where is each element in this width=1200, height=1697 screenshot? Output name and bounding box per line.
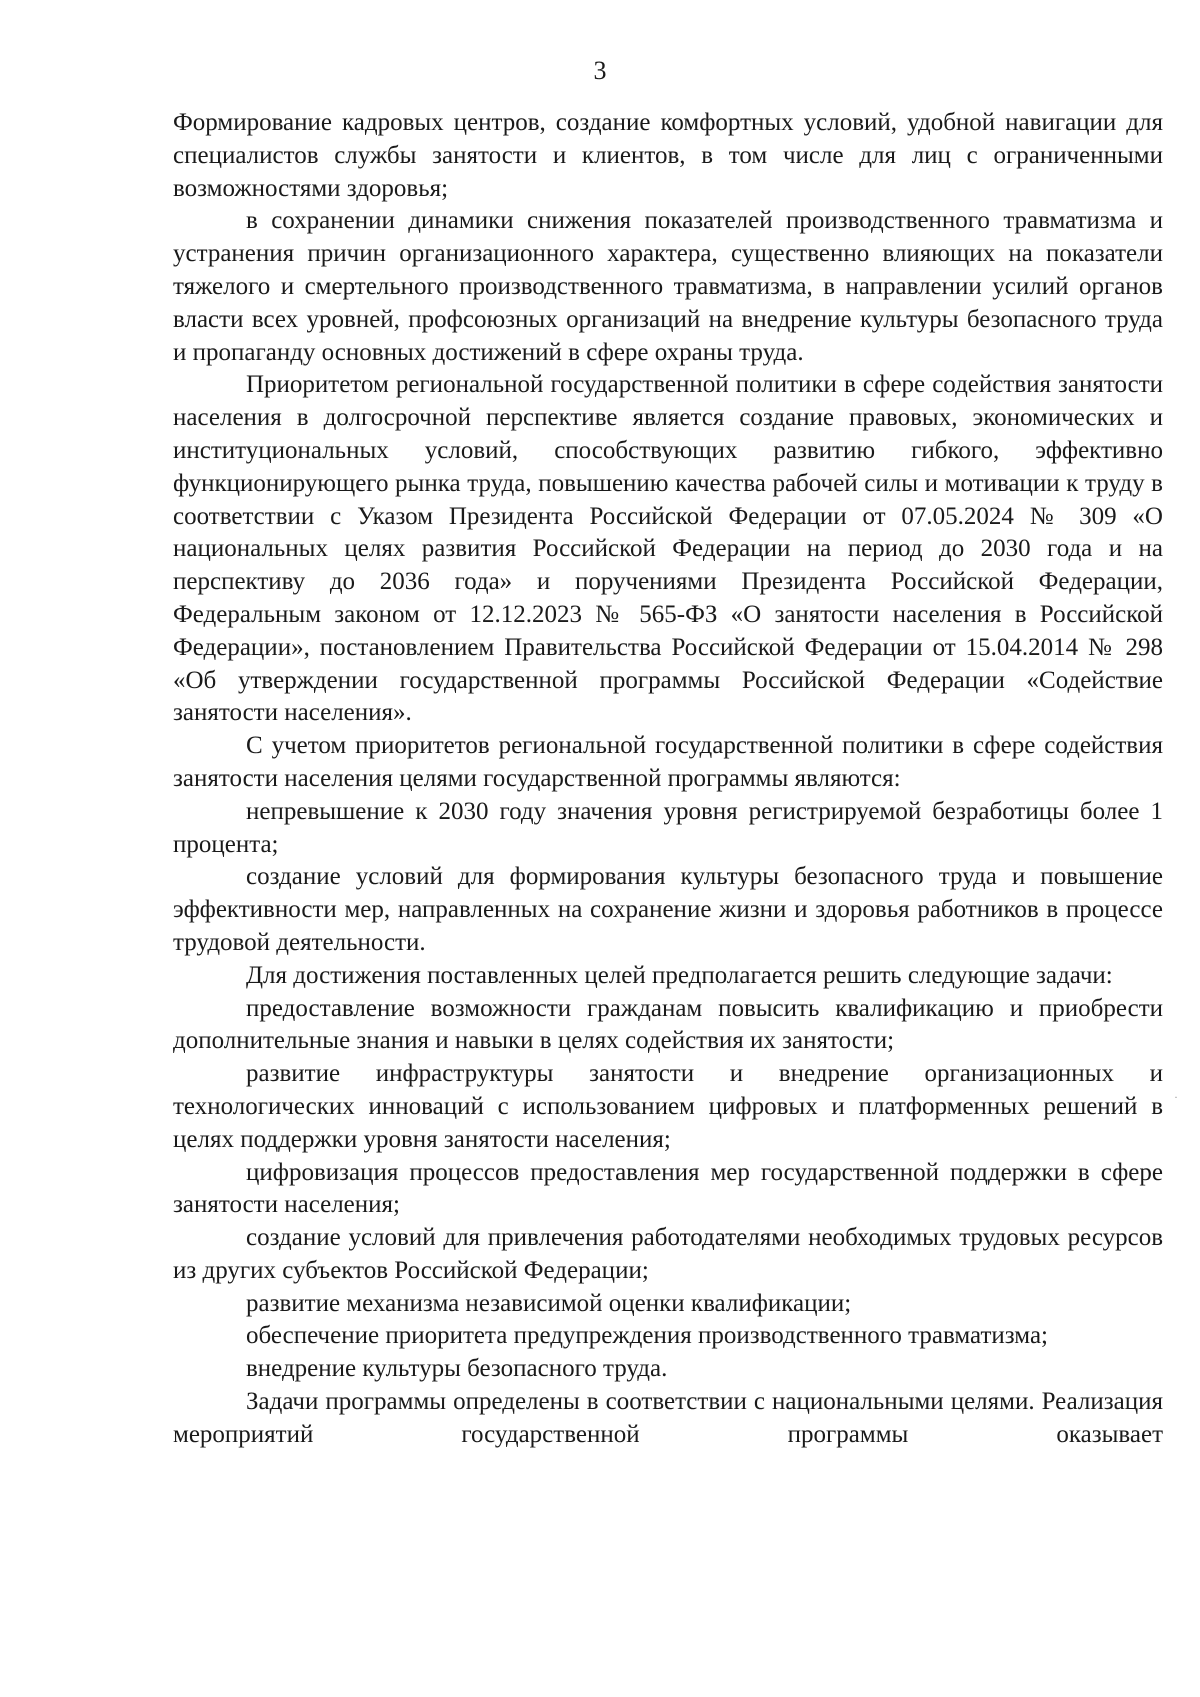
paragraph: Формирование кадровых центров, создание комфортных условий, удобной навигации для специалистов службы занятости и клиентов, в том числе для лиц с ограниченными возможностями здоровья;: [173, 109, 1163, 202]
list-item: цифровизация процессов предоставления мер государственной поддержки в сфере занятости населения;: [173, 1158, 1163, 1219]
paragraph: Для достижения поставленных целей предполагается решить следующие задачи:: [246, 961, 1113, 989]
page-number: 3: [593, 56, 607, 85]
list-item: внедрение культуры безопасного труда.: [246, 1355, 668, 1383]
list-item: предоставление возможности гражданам повысить квалификацию и приобрести дополнительные знания и навыки в целях содействия их занятости;: [173, 994, 1163, 1055]
paragraph: в сохранении динамики снижения показателей производственного травматизма и устранения причин организационного характера, существенно влияющих на показатели тяжелого и смертельного производственного травматизма, в направлении усилий органов власти всех уровней, профсоюзных организаций на внедрение культуры безопасного труда и пропаганду основных достижений в сфере охраны труда.: [173, 207, 1163, 366]
list-item: развитие инфраструктуры занятости и внедрение организационных и технологических инноваций с использованием цифровых и платформенных решений в целях поддержки уровня занятости населения;: [173, 1060, 1163, 1153]
document-body: [173, 107, 1163, 1452]
scan-artifact: ·: [1174, 1090, 1178, 1104]
list-item: развитие механизма независимой оценки квалификации;: [246, 1289, 852, 1317]
list-item: обеспечение приоритета предупреждения производственного травматизма;: [246, 1322, 1049, 1350]
paragraph: С учетом приоритетов региональной государственной политики в сфере содействия занятости населения целями государственной программы являются:: [173, 732, 1163, 792]
list-item: создание условий для привлечения работодателями необходимых трудовых ресурсов из других субъектов Российской Федерации;: [173, 1224, 1163, 1284]
paragraph: Приоритетом региональной государственной политики в сфере содействия занятости населения в долгосрочной перспективе является создание правовых, экономических и институциональных условий, способствующих развитию гибкого, эффективно функционирующего рынка труда, повышению качества рабочей силы и мотивации к труду в соответствии с Указом Президента Российской Федерации от 07.05.2024 № 309 «О национальных целях развития Российской Федерации на период до 2030 года и на перспективу до 2036 года» и поручениями Президента Российской Федерации, Федеральным законом от 12.12.2023 № 565-ФЗ «О занятости населения в Российской Федерации», постановлением Правительства Российской Федерации от 15.04.2014 № 298 «Об утверждении государственной программы Российской Федерации «Содействие занятости населения».: [173, 371, 1163, 727]
list-item: непревышение к 2030 году значения уровня регистрируемой безработицы более 1 процента;: [173, 797, 1163, 858]
list-item: создание условий для формирования культуры безопасного труда и повышение эффективности мер, направленных на сохранение жизни и здоровья работников в процессе трудовой деятельности.: [173, 863, 1163, 956]
paragraph: Задачи программы определены в соответствии с национальными целями. Реализация мероприятий государственной программы оказывает: [173, 1388, 1163, 1448]
